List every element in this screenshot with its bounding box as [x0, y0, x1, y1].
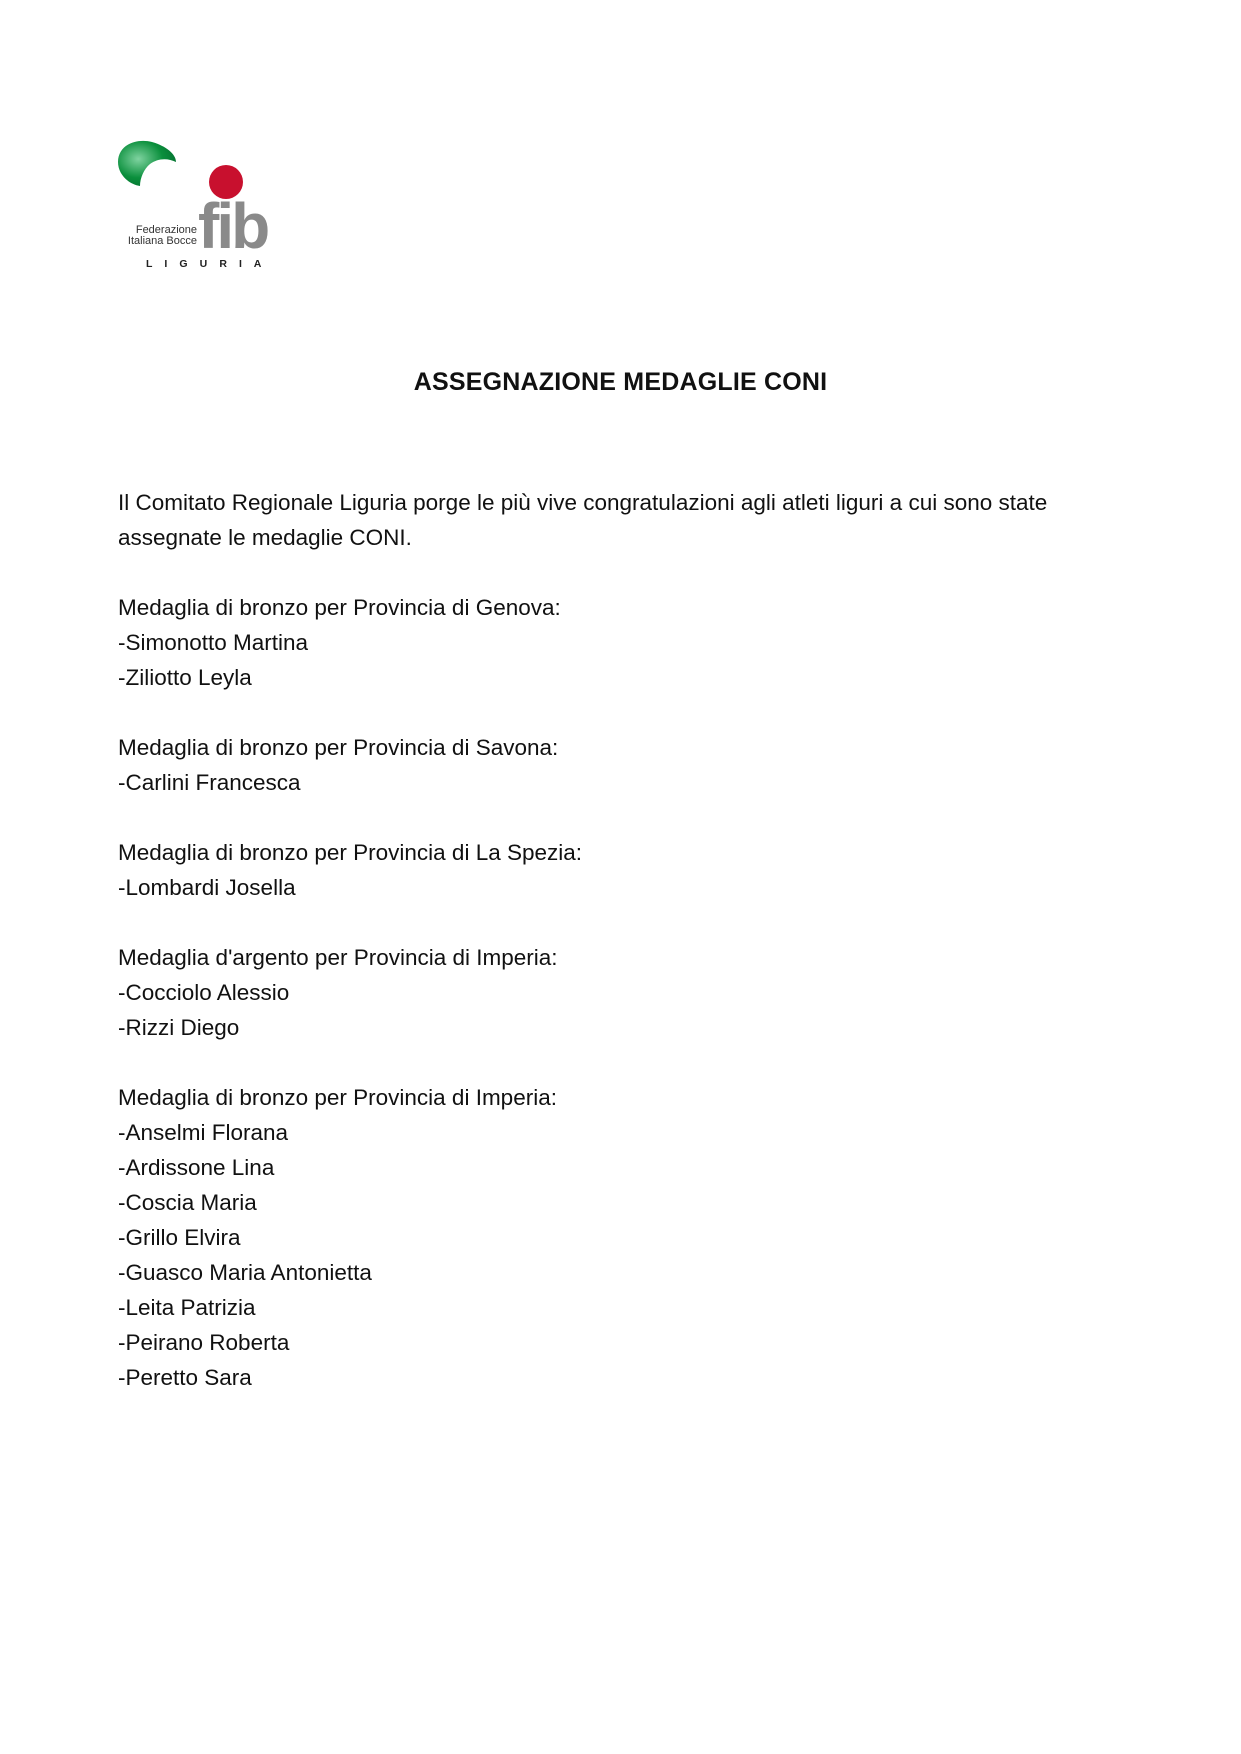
page-title: ASSEGNAZIONE MEDAGLIE CONI: [413, 368, 828, 396]
athlete-name: -Ardissone Lina: [118, 1155, 275, 1180]
document-body: [118, 485, 1128, 1430]
logo-acronym: fib: [198, 190, 268, 262]
athlete-name: -Simonotto Martina: [118, 630, 309, 655]
athlete-name: -Peirano Roberta: [118, 1330, 290, 1355]
athlete-name: -Grillo Elvira: [118, 1225, 241, 1250]
logo-org-line1: Federazione: [135, 224, 197, 236]
section-heading: Medaglia di bronzo per Provincia di La Spezia:: [118, 840, 583, 865]
intro-paragraph: Il Comitato Regionale Liguria porge le più vive congratulazioni agli atleti liguri a cui sono state assegnate le medaglie CONI.: [118, 490, 1048, 550]
medal-section-imperia-bronze: [118, 1080, 1128, 1395]
athlete-name: -Lombardi Josella: [118, 875, 296, 900]
medal-section-savona: [118, 730, 1128, 800]
section-heading: Medaglia d'argento per Provincia di Imperia:: [118, 945, 558, 970]
green-crescent-shape: [118, 141, 176, 186]
medal-section-la-spezia: [118, 835, 1128, 905]
medal-section-genova: [118, 590, 1128, 695]
athlete-name: -Leita Patrizia: [118, 1295, 256, 1320]
logo-org-line2: Italiana Bocce: [127, 235, 197, 247]
athlete-name: -Peretto Sara: [118, 1365, 252, 1390]
athlete-name: -Ziliotto Leyla: [118, 665, 252, 690]
section-heading: Medaglia di bronzo per Provincia di Savona:: [118, 735, 559, 760]
athlete-name: -Coscia Maria: [118, 1190, 257, 1215]
athlete-name: -Anselmi Florana: [118, 1120, 289, 1145]
medal-section-imperia-silver: [118, 940, 1128, 1045]
section-heading: Medaglia di bronzo per Provincia di Genova:: [118, 595, 561, 620]
athlete-name: -Carlini Francesca: [118, 770, 301, 795]
fib-liguria-logo: [118, 140, 298, 280]
athlete-name: -Cocciolo Alessio: [118, 980, 290, 1005]
section-heading: Medaglia di bronzo per Provincia di Imperia:: [118, 1085, 557, 1110]
athlete-name: -Rizzi Diego: [118, 1015, 240, 1040]
logo-region: L I G U R I A: [146, 258, 266, 270]
athlete-name: -Guasco Maria Antonietta: [118, 1260, 372, 1285]
